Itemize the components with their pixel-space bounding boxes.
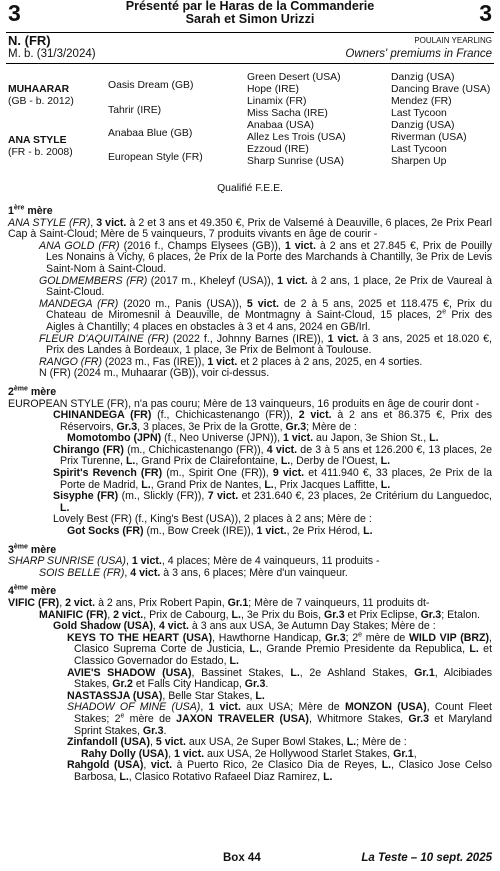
produce-ana-gold: ANA GOLD (FR) (2016 f., Champs Elysees (GB)), 1 vict. à 2 ans et 27.845 €, Prix de Pouilly Les Nonains à Vichy, 6 places, 2e Prix de la Porte des Marchands à Chantilly, 3e Prix de Levis Saint-Nom à Saint-Cloud. bbox=[39, 239, 492, 275]
produce-lovely-best: Lovely Best (FR) (f., King's Best (USA)), 2 places à 2 ans; Mère de : bbox=[53, 513, 372, 526]
produce-momotombo: Momotombo (JPN) (f., Neo Universe (JPN)), 1 vict. au Japon, 3e Shion St., L. bbox=[67, 432, 439, 445]
produce-avies-shadow: AVIE'S SHADOW (USA), Bassinet Stakes, L., 2e Ashland Stakes, Gr.1, Alcibiades Stakes, Gr.2 et Falls City Handicap, Gr.3. bbox=[67, 666, 493, 691]
ancestor-4-5: Danzig (USA) bbox=[391, 120, 455, 131]
family-notes bbox=[8, 206, 492, 784]
ancestor-3-4: Miss Sacha (IRE) bbox=[247, 108, 328, 119]
grandsire-3: Anabaa Blue (GB) bbox=[108, 128, 193, 139]
produce-spirits-revench: Spirit's Revench (FR) (m., Spirit One (FR)), 9 vict. et 411.940 €, 33 places, 2e Prix de la Porte de Madrid, L., Grand Prix de Nantes, L., Prix Jacques Laffitte, L. bbox=[53, 467, 492, 491]
section-third-dam: 3ème mère bbox=[8, 543, 57, 556]
section-first-dam: 1ère mère bbox=[8, 204, 53, 217]
produce-shadow-of-mine: SHADOW OF MINE (USA), 1 vict. aux USA; Mère de MONZON (USA), Count Fleet Stakes; 2e mère de JAXON TRAVELER (USA), Whitmore Stakes, Gr.3 et Maryland Sprint Stakes, Gr.3. bbox=[67, 701, 492, 737]
produce-chirango: Chirango (FR) (m., Chichicastenango (FR)), 4 vict. de 3 à 5 ans et 126.200 €, 13 places, 2e Prix Turenne, L., Grand Prix de Clairefontaine, L., Derby de l'Ouest, L. bbox=[53, 443, 492, 468]
ancestor-4-8: Sharpen Up bbox=[391, 156, 447, 167]
ancestor-4-6: Riverman (USA) bbox=[391, 132, 467, 143]
produce-sois-belle: SOIS BELLE (FR), 4 vict. à 3 ans, 6 places; Mère d'un vainqueur. bbox=[39, 566, 348, 579]
second-dam-text: EUROPEAN STYLE (FR), n'a pas couru; Mère de 13 vainqueurs, 16 produits en âge de courir dont - bbox=[8, 397, 480, 410]
qualification: Qualifié F.E.E. bbox=[217, 183, 283, 194]
consignor-line-2: Sarah et Simon Urizzi bbox=[185, 12, 315, 27]
section-second-dam: 2ème mère bbox=[8, 385, 57, 398]
produce-rahy-dolly: Rahy Dolly (USA), 1 vict. aux USA, 2e Hollywood Starlet Stakes, Gr.1, bbox=[81, 747, 417, 760]
fourth-dam-text: VIFIC (FR), 2 vict. à 2 ans, Prix Robert Papin, Gr.1; Mère de 7 vainqueurs, 11 produits dt- bbox=[8, 597, 430, 609]
consignor-line-1: Présenté par le Haras de la Commanderie bbox=[125, 0, 375, 13]
horse-name: N. (FR) bbox=[8, 33, 51, 48]
produce-chinandega: CHINANDEGA (FR) (f., Chichicastenango (FR)), 2 vict. à 2 ans et 86.375 €, Prix des Réservoirs, Gr.3, 3 places, 3e Prix de la Grotte, Gr.3; Mère de : bbox=[53, 409, 493, 433]
lot-number-right: 3 bbox=[479, 0, 492, 26]
ancestor-3-2: Hope (IRE) bbox=[247, 84, 299, 95]
produce-keys-to-the-heart: KEYS TO THE HEART (USA), Hawthorne Handicap, Gr.3; 2e mère de WILD VIP (BRZ), Clasico Suprema Corte de Justicia, L., Grande Premio Presidente da Republica, L. et Classico Governador do Estado, L. bbox=[67, 631, 493, 667]
pedigree-table bbox=[0, 72, 500, 177]
grandsire-2: Tahrir (IRE) bbox=[108, 105, 162, 116]
produce-manific: MANIFIC (FR), 2 vict., Prix de Cabourg, L., 3e Prix du Bois, Gr.3 et Prix Eclipse, Gr.3; Etalon. bbox=[39, 608, 481, 621]
ancestor-4-7: Last Tycoon bbox=[391, 144, 447, 155]
sire-info: (GB - b. 2012) bbox=[8, 96, 74, 107]
page-footer bbox=[8, 851, 492, 865]
consignor-title bbox=[60, 0, 440, 27]
ancestor-3-1: Green Desert (USA) bbox=[247, 72, 341, 83]
grandsire-4: European Style (FR) bbox=[108, 152, 203, 163]
ancestor-3-6: Allez Les Trois (USA) bbox=[247, 132, 346, 143]
produce-rahgold: Rahgold (USA), vict. à Puerto Rico, 2e Clasico Dia de Reyes, L., Clasico Jose Celso Barbosa, L., Clasico Rotativo Rafaeel Diaz Ramirez, L. bbox=[67, 759, 492, 783]
dam-info: (FR - b. 2008) bbox=[8, 147, 73, 158]
sale-venue-date: La Teste – 10 sept. 2025 bbox=[361, 852, 492, 864]
owners-premiums: Owners' premiums in France bbox=[345, 48, 492, 60]
produce-mandega: MANDEGA (FR) (2020 m., Panis (USA)), 5 vict. de 2 à 5 ans, 2025 et 118.475 €, Prix du Chateau de Miromesnil à Deauville, de Montmagny à Saint-Cloud, 15 places, 2e Prix des Aigles à Chantilly; 4 places en obstacles à 3 et 4 ans, 2024 en GB/Irl. bbox=[39, 297, 492, 333]
ancestor-4-4: Last Tycoon bbox=[391, 108, 447, 119]
produce-gold-shadow: Gold Shadow (USA), 4 vict. à 3 ans aux USA, 3e Autumn Day Stakes; Mère de : bbox=[53, 620, 436, 633]
ancestor-4-2: Dancing Brave (USA) bbox=[391, 84, 491, 95]
produce-nastassja: NASTASSJA (USA), Belle Star Stakes, L. bbox=[67, 689, 265, 702]
produce-got-socks: Got Socks (FR) (m., Bow Creek (IRE)), 1 vict., 2e Prix Hérod, L. bbox=[67, 525, 373, 538]
horse-id-box bbox=[6, 32, 494, 64]
first-dam-text: ANA STYLE (FR), 3 vict. à 2 et 3 ans et 49.350 €, Prix de Valsemé à Deauville, 6 places, 2e Prix Pearl Cap à Saint-Cloud; Mère de 5 vainqueurs, 7 produits vivants en âge de courir - bbox=[8, 216, 492, 241]
produce-current: N (FR) (2024 m., Muhaarar (GB)), voir ci-dessus. bbox=[39, 367, 270, 380]
ancestor-4-1: Danzig (USA) bbox=[391, 72, 455, 83]
ancestor-3-3: Linamix (FR) bbox=[247, 96, 307, 107]
section-fourth-dam: 4ème mère bbox=[8, 584, 57, 598]
dam-name: ANA STYLE bbox=[8, 135, 67, 146]
sire-name: MUHAARAR bbox=[8, 84, 70, 95]
grandsire-1: Oasis Dream (GB) bbox=[108, 80, 194, 91]
ancestor-4-3: Mendez (FR) bbox=[391, 96, 452, 107]
produce-zinfandoll: Zinfandoll (USA), 5 vict. aux USA, 2e Super Bowl Stakes, L.; Mère de : bbox=[67, 736, 407, 749]
horse-birth: M. b. (31/3/2024) bbox=[8, 48, 96, 60]
horse-category: POULAIN YEARLING bbox=[414, 36, 492, 45]
lot-number-left: 3 bbox=[8, 0, 21, 26]
ancestor-3-8: Sharp Sunrise (USA) bbox=[247, 156, 345, 167]
produce-fleur-daquitaine: FLEUR D'AQUITAINE (FR) (2022 f., Johnny Barnes (IRE)), 1 vict. à 3 ans, 2025 et 18.020 €, Prix des Landes à Bordeaux, 1 place, 3e Prix de Belmont à Toulouse. bbox=[39, 332, 492, 357]
produce-sisyphe: Sisyphe (FR) (m., Slickly (FR)), 7 vict. et 231.640 €, 23 places, 2e Critérium du Languedoc, L. bbox=[53, 490, 492, 514]
produce-rango: RANGO (FR) (2023 m., Fas (IRE)), 1 vict. et 2 places à 2 ans, 2025, en 4 sorties. bbox=[39, 355, 423, 368]
box-number: Box 44 bbox=[223, 852, 261, 864]
third-dam-text: SHARP SUNRISE (USA), 1 vict., 4 places; Mère de 4 vainqueurs, 11 produits - bbox=[8, 555, 380, 568]
ancestor-3-7: Ezzoud (IRE) bbox=[247, 144, 309, 155]
produce-goldmembers: GOLDMEMBERS (FR) (2017 m., Kheleyf (USA)), 1 vict. à 2 ans, 1 place, 2e Prix de Vaureal à Saint-Cloud. bbox=[39, 274, 492, 299]
ancestor-3-5: Anabaa (USA) bbox=[247, 120, 314, 131]
